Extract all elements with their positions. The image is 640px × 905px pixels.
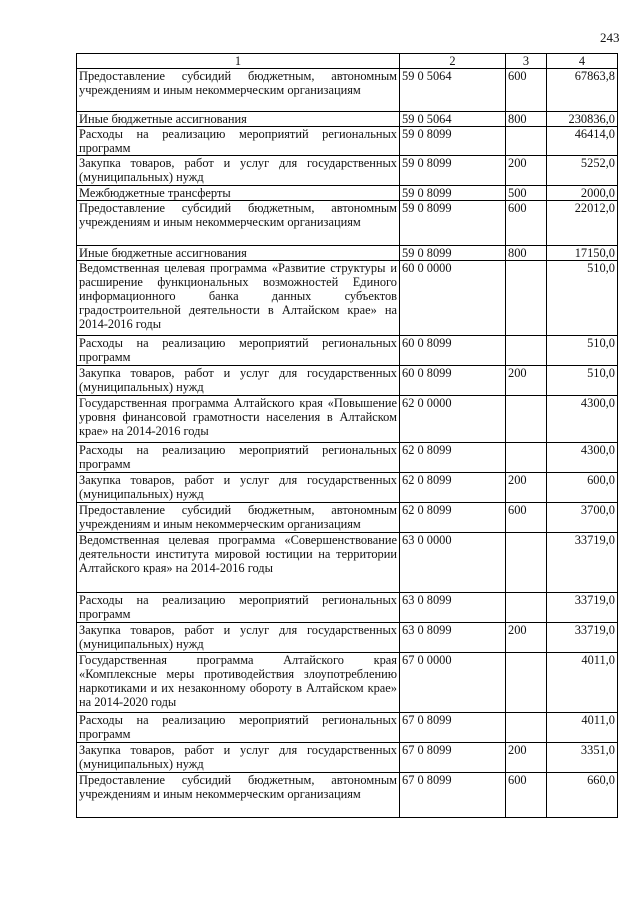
amount: 660,0 [547,773,618,818]
table-row [77,127,618,156]
target-code: 59 0 8099 [400,127,506,156]
expense-type: 200 [506,623,547,653]
expense-type [506,396,547,443]
table-row [77,396,618,443]
amount: 33719,0 [547,533,618,593]
expense-name: Иные бюджетные ассигнования [77,246,400,261]
header-col-1: 1 [77,54,400,69]
amount: 17150,0 [547,246,618,261]
header-col-4: 4 [547,54,618,69]
table-row [77,473,618,503]
target-code: 63 0 8099 [400,623,506,653]
target-code: 60 0 8099 [400,336,506,366]
target-code: 62 0 8099 [400,473,506,503]
amount: 4011,0 [547,713,618,743]
table-row [77,443,618,473]
target-code: 63 0 8099 [400,593,506,623]
expense-name: Закупка товаров, работ и услуг для государственных (муниципальных) нужд [77,743,400,773]
target-code: 62 0 8099 [400,503,506,533]
target-code: 59 0 8099 [400,246,506,261]
expense-type: 800 [506,112,547,127]
expense-name: Расходы на реализацию мероприятий региональных программ [77,127,400,156]
table-row [77,533,618,593]
expense-name: Ведомственная целевая программа «Развитие структуры и расширение функциональных возможностей Единого информационного банка данных субъектов градостроительной деятельности в Алтайском крае» на 2014-2016 годы [77,261,400,336]
expense-type: 600 [506,503,547,533]
expense-type: 600 [506,773,547,818]
expense-name: Ведомственная целевая программа «Совершенствование деятельности института мировой юстиции на территории Алтайского края» на 2014-2016 годы [77,533,400,593]
expense-name: Предоставление субсидий бюджетным, автономным учреждениям и иным некоммерческим организациям [77,503,400,533]
amount: 4300,0 [547,396,618,443]
amount: 33719,0 [547,623,618,653]
amount: 3351,0 [547,743,618,773]
expense-type [506,713,547,743]
page-number: 243 [600,30,620,45]
expense-name: Предоставление субсидий бюджетным, автономным учреждениям и иным некоммерческим организациям [77,69,400,112]
expense-name: Государственная программа Алтайского края «Повышение уровня финансовой грамотности населения в Алтайском крае» на 2014-2016 годы [77,396,400,443]
expense-type: 200 [506,743,547,773]
target-code: 59 0 8099 [400,201,506,246]
amount: 4011,0 [547,653,618,713]
expense-type [506,443,547,473]
expense-name: Закупка товаров, работ и услуг для государственных (муниципальных) нужд [77,366,400,396]
budget-table [76,53,618,818]
table-row [77,623,618,653]
expense-type: 200 [506,156,547,186]
table-row [77,743,618,773]
expense-name: Иные бюджетные ассигнования [77,112,400,127]
target-code: 59 0 8099 [400,156,506,186]
table-row [77,366,618,396]
amount: 67863,8 [547,69,618,112]
amount: 510,0 [547,261,618,336]
target-code: 60 0 8099 [400,366,506,396]
table-row [77,186,618,201]
target-code: 59 0 5064 [400,69,506,112]
expense-type [506,593,547,623]
expense-type: 600 [506,69,547,112]
target-code: 59 0 5064 [400,112,506,127]
amount: 46414,0 [547,127,618,156]
expense-name: Межбюджетные трансферты [77,186,400,201]
expense-name: Расходы на реализацию мероприятий региональных программ [77,336,400,366]
amount: 2000,0 [547,186,618,201]
target-code: 60 0 0000 [400,261,506,336]
target-code: 63 0 0000 [400,533,506,593]
amount: 5252,0 [547,156,618,186]
target-code: 62 0 0000 [400,396,506,443]
amount: 600,0 [547,473,618,503]
expense-type [506,261,547,336]
amount: 4300,0 [547,443,618,473]
expense-type: 500 [506,186,547,201]
header-row [77,54,618,69]
amount: 230836,0 [547,112,618,127]
amount: 510,0 [547,336,618,366]
target-code: 62 0 8099 [400,443,506,473]
table-row [77,201,618,246]
expense-name: Расходы на реализацию мероприятий региональных программ [77,713,400,743]
expense-type [506,533,547,593]
header-col-3: 3 [506,54,547,69]
expense-type: 800 [506,246,547,261]
table-row [77,156,618,186]
amount: 33719,0 [547,593,618,623]
expense-name: Расходы на реализацию мероприятий региональных программ [77,443,400,473]
expense-name: Закупка товаров, работ и услуг для государственных (муниципальных) нужд [77,623,400,653]
table-row [77,593,618,623]
table-row [77,653,618,713]
table-row [77,773,618,818]
expense-name: Предоставление субсидий бюджетным, автономным учреждениям и иным некоммерческим организациям [77,201,400,246]
table-row [77,69,618,112]
expense-type [506,127,547,156]
target-code: 67 0 8099 [400,773,506,818]
expense-name: Закупка товаров, работ и услуг для государственных (муниципальных) нужд [77,156,400,186]
expense-type: 200 [506,366,547,396]
expense-name: Предоставление субсидий бюджетным, автономным учреждениям и иным некоммерческим организациям [77,773,400,818]
expense-name: Расходы на реализацию мероприятий региональных программ [77,593,400,623]
expense-type [506,653,547,713]
table-row [77,503,618,533]
amount: 22012,0 [547,201,618,246]
expense-type: 200 [506,473,547,503]
target-code: 59 0 8099 [400,186,506,201]
amount: 3700,0 [547,503,618,533]
expense-type [506,336,547,366]
table-row [77,713,618,743]
target-code: 67 0 8099 [400,743,506,773]
table-row [77,336,618,366]
table-body [77,69,618,818]
target-code: 67 0 0000 [400,653,506,713]
table-row [77,246,618,261]
expense-name: Закупка товаров, работ и услуг для государственных (муниципальных) нужд [77,473,400,503]
target-code: 67 0 8099 [400,713,506,743]
table-row [77,261,618,336]
expense-type: 600 [506,201,547,246]
amount: 510,0 [547,366,618,396]
expense-name: Государственная программа Алтайского края «Комплексные меры противодействия злоупотреблению наркотиками и их незаконному обороту в Алтайском крае» на 2014-2020 годы [77,653,400,713]
table-row [77,112,618,127]
header-col-2: 2 [400,54,506,69]
